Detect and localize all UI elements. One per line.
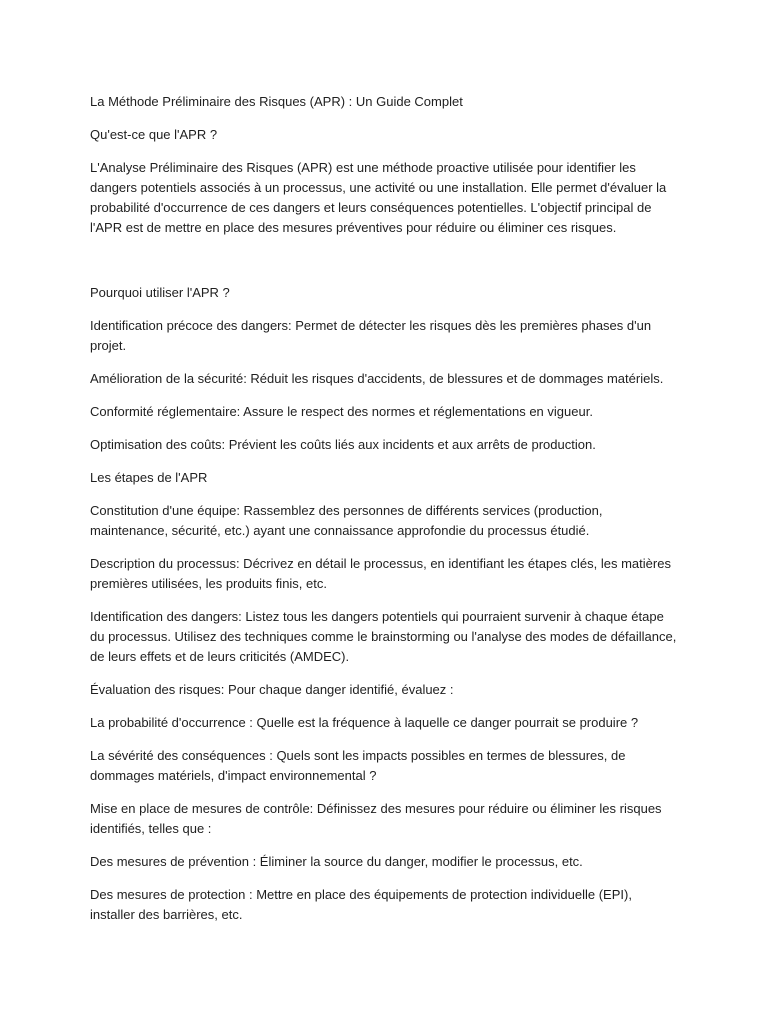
step-paragraph: Mise en place de mesures de contrôle: Définissez des mesures pour réduire ou éliminer les risques identifiés, telles que : [90,801,662,836]
benefit-paragraph: Amélioration de la sécurité: Réduit les risques d'accidents, de blessures et de dommages matériels. [90,371,664,386]
section-heading-apr-steps: Les étapes de l'APR [90,470,208,485]
step-paragraph: Évaluation des risques: Pour chaque danger identifié, évaluez : [90,682,454,697]
step-paragraph: Description du processus: Décrivez en détail le processus, en identifiant les étapes clés, les matières premières utilisées, les produits finis, etc. [90,556,671,591]
step-paragraph: Identification des dangers: Listez tous les dangers potentiels qui pourraient survenir à chaque étape du processus. Utilisez des techniques comme le brainstorming ou l'analyse des modes de défaillance, de leurs effets et de leurs criticités (AMDEC). [90,609,677,664]
step-paragraph: Des mesures de prévention : Éliminer la source du danger, modifier le processus, etc. [90,854,583,869]
step-paragraph: Des mesures de protection : Mettre en place des équipements de protection individuelle (EPI), installer des barrières, etc. [90,887,632,922]
document-page [90,92,680,938]
section-paragraph-definition: L'Analyse Préliminaire des Risques (APR) est une méthode proactive utilisée pour identifier les dangers potentiels associés à un processus, une activité ou une installation. Elle permet d'évaluer la probabilité d'occurrence de ces dangers et leurs conséquences potentielles. L'objectif principal de l'APR est de mettre en place des mesures préventives pour réduire ou éliminer ces risques. [90,160,667,235]
section-heading-what-is-apr: Qu'est-ce que l'APR ? [90,127,218,142]
paragraph-spacer [90,251,680,283]
step-paragraph: Constitution d'une équipe: Rassemblez des personnes de différents services (production, maintenance, sécurité, etc.) ayant une connaissance approfondie du processus étudié. [90,503,603,538]
benefit-paragraph: Optimisation des coûts: Prévient les coûts liés aux incidents et aux arrêts de production. [90,437,596,452]
document-title: La Méthode Préliminaire des Risques (APR) : Un Guide Complet [90,94,463,109]
step-paragraph: La sévérité des conséquences : Quels sont les impacts possibles en termes de blessures, de dommages matériels, d'impact environnemental ? [90,748,626,783]
benefit-paragraph: Conformité réglementaire: Assure le respect des normes et réglementations en vigueur. [90,404,593,419]
step-paragraph: La probabilité d'occurrence : Quelle est la fréquence à laquelle ce danger pourrait se produire ? [90,715,639,730]
section-heading-why-use-apr: Pourquoi utiliser l'APR ? [90,285,230,300]
benefit-paragraph: Identification précoce des dangers: Permet de détecter les risques dès les premières phases d'un projet. [90,318,652,353]
